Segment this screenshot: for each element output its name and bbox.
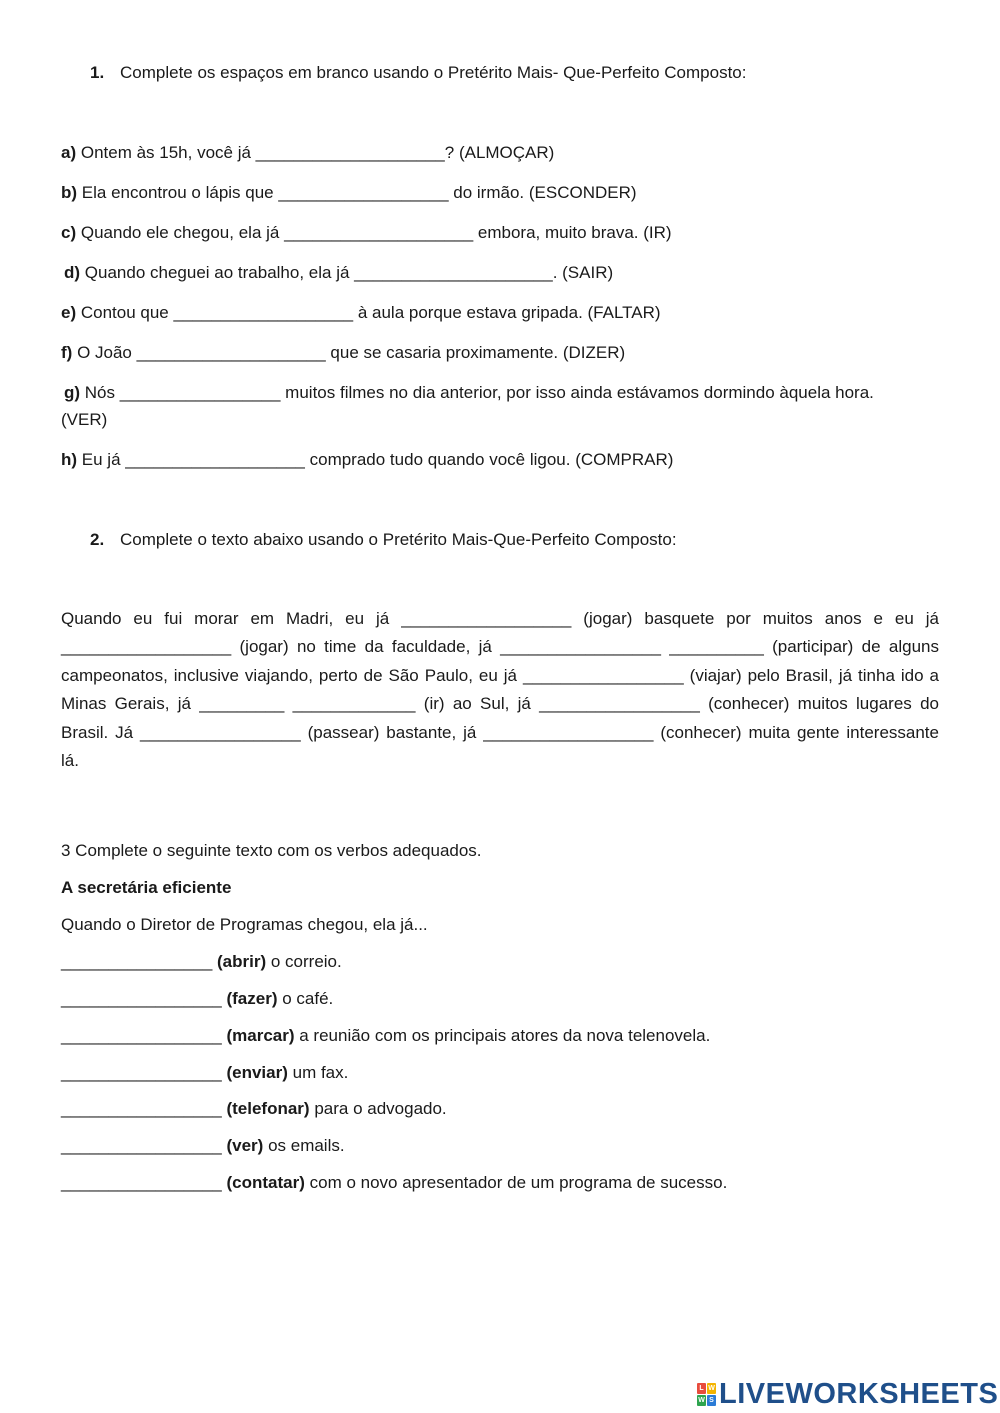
secretary-task-5[interactable]: [61, 1098, 447, 1120]
section3-heading: 3 Complete o seguinte texto com os verbos adequados.: [61, 841, 482, 860]
logo-tile: L: [697, 1383, 706, 1394]
item-letter: g): [64, 383, 81, 402]
item-letter: a): [61, 143, 77, 162]
answer-blank[interactable]: ________________: [61, 952, 213, 971]
item-text: Eu já ___________________ comprado tudo quando você ligou. (COMPRAR): [81, 450, 674, 469]
task-text: o correio.: [270, 952, 342, 971]
section2-paragraph[interactable]: Quando eu fui morar em Madri, eu já __________________ (jogar) basquete por muitos anos e eu já __________________ (jogar) no time da faculdade, já _________________ __________ (participar) de alguns campeonatos, inclusive viajando, perto de São Paulo, eu já _________________ (viajar) pelo Brasil, já tinha ido a Minas Gerais, já _________ _____________ (ir) ao Sul, já _________________ (conhecer) muitos lugares do Brasil. Já _________________ (passear) bastante, já __________________ (conhecer) muita gente interessante lá.: [61, 609, 939, 771]
section2-number: 2.: [90, 530, 105, 549]
section1-heading: [90, 62, 746, 84]
item-c[interactable]: [61, 222, 672, 244]
answer-blank[interactable]: _________________: [61, 989, 222, 1008]
logo-tile: W: [708, 1384, 715, 1392]
section3-title: A secretária eficiente: [61, 878, 232, 897]
verb-hint: (contatar): [226, 1173, 305, 1192]
logo-text: LIVEWORKSHEETS: [719, 1377, 999, 1410]
task-text: a reunião com os principais atores da nova telenovela.: [299, 1026, 711, 1045]
item-letter: b): [61, 183, 78, 202]
item-text: Quando cheguei ao trabalho, ela já _____________________. (SAIR): [84, 263, 614, 282]
section1-number: 1.: [90, 63, 105, 82]
task-text: os emails.: [268, 1136, 345, 1155]
item-d[interactable]: [64, 262, 613, 284]
verb-hint: (ver): [226, 1136, 264, 1155]
verb-hint: (fazer): [226, 989, 278, 1008]
item-letter: e): [61, 303, 77, 322]
verb-hint: (telefonar): [226, 1099, 310, 1118]
secretary-task-6[interactable]: [61, 1135, 345, 1157]
logo-tile: S: [707, 1395, 716, 1406]
section2-heading: [90, 529, 677, 551]
item-f[interactable]: [61, 342, 625, 364]
item-text: Ontem às 15h, você já ____________________? (ALMOÇAR): [80, 143, 555, 162]
item-letter: f): [61, 343, 73, 362]
secretary-task-4[interactable]: [61, 1062, 348, 1084]
task-text: com o novo apresentador de um programa de sucesso.: [309, 1173, 728, 1192]
task-text: para o advogado.: [314, 1099, 447, 1118]
item-g-continuation: (VER): [61, 410, 108, 429]
item-text: Quando ele chegou, ela já ____________________ embora, muito brava. (IR): [80, 223, 672, 242]
item-text: Nós _________________ muitos filmes no dia anterior, por isso ainda estávamos dormindo àquela hora.: [84, 383, 874, 402]
section1-heading-text: Complete os espaços em branco usando o Pretérito Mais- Que-Perfeito Composto:: [120, 63, 747, 82]
item-a[interactable]: [61, 142, 554, 164]
secretary-task-2[interactable]: [61, 988, 333, 1010]
answer-blank[interactable]: _________________: [61, 1136, 222, 1155]
verb-hint: (abrir): [217, 952, 267, 971]
answer-blank[interactable]: _________________: [61, 1026, 222, 1045]
item-e[interactable]: [61, 302, 661, 324]
verb-hint: (enviar): [226, 1063, 288, 1082]
secretary-task-7[interactable]: [61, 1172, 727, 1194]
item-letter: h): [61, 450, 78, 469]
item-b[interactable]: [61, 182, 637, 204]
answer-blank[interactable]: _________________: [61, 1063, 222, 1082]
answer-blank[interactable]: _________________: [61, 1099, 222, 1118]
liveworksheets-logo[interactable]: [697, 1377, 998, 1411]
task-text: um fax.: [292, 1063, 349, 1082]
item-h[interactable]: [61, 449, 673, 471]
section3-intro: Quando o Diretor de Programas chegou, ela já...: [61, 915, 428, 934]
task-text: o café.: [282, 989, 334, 1008]
item-letter: c): [61, 223, 77, 242]
section2-heading-text: Complete o texto abaixo usando o Pretérito Mais-Que-Perfeito Composto:: [120, 530, 677, 549]
secretary-task-3[interactable]: [61, 1025, 710, 1047]
verb-hint: (marcar): [226, 1026, 295, 1045]
logo-mark-icon: [697, 1383, 716, 1406]
item-g[interactable]: [64, 382, 874, 404]
item-text: Contou que ___________________ à aula porque estava gripada. (FALTAR): [80, 303, 661, 322]
item-text: Ela encontrou o lápis que __________________ do irmão. (ESCONDER): [81, 183, 637, 202]
logo-tile: W: [698, 1396, 705, 1404]
secretary-task-1[interactable]: [61, 951, 342, 973]
answer-blank[interactable]: _________________: [61, 1173, 222, 1192]
item-text: O João ____________________ que se casaria proximamente. (DIZER): [77, 343, 626, 362]
item-letter: d): [64, 263, 81, 282]
